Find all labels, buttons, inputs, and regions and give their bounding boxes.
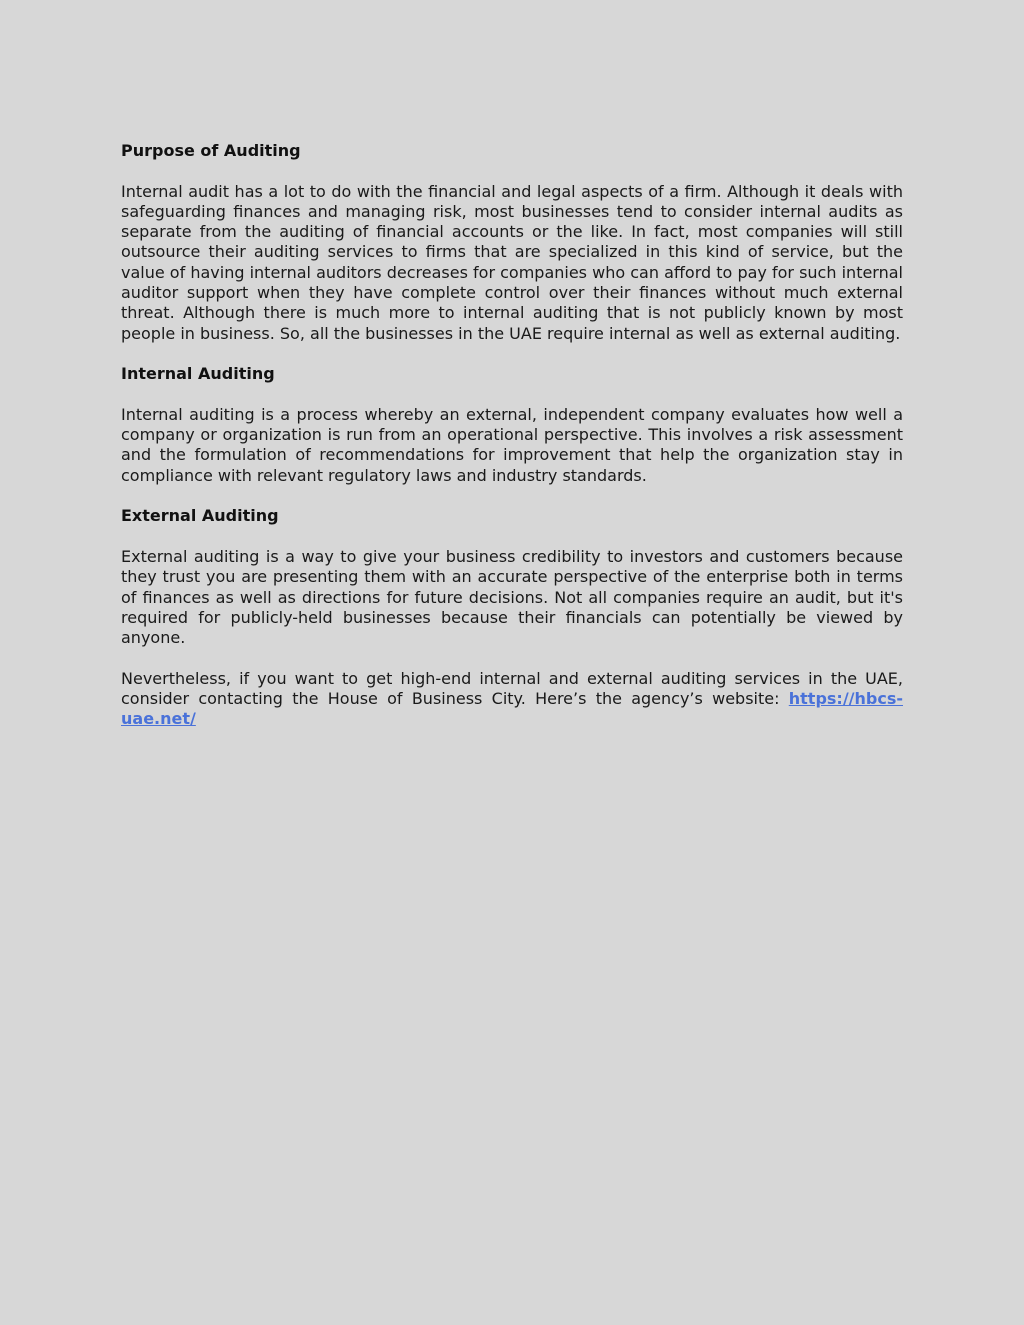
section-body-internal-auditing: Internal auditing is a process whereby an external, independent company evaluates how well a company or organization is run from an operational perspective. This involves a risk assessment and the formulation of recommendations for improvement that help the organization stay in compliance with relevant regulatory laws and industry standards. xyxy=(121,404,903,485)
closing-paragraph xyxy=(121,669,903,730)
section-heading-external-auditing: External Auditing xyxy=(121,506,279,526)
website-link[interactable]: https://hbcs-uae.net/ xyxy=(121,689,903,729)
section-heading-internal-auditing: Internal Auditing xyxy=(121,364,275,384)
section-body-external-auditing: External auditing is a way to give your business credibility to investors and customers because they trust you are presenting them with an accurate perspective of the enterprise both in terms of finances as well as directions for future decisions. Not all companies require an audit, but it's required for publicly-held businesses because their financials can potentially be viewed by anyone. xyxy=(121,546,903,648)
section-body-purpose-of-auditing: Internal audit has a lot to do with the financial and legal aspects of a firm. Although it deals with safeguarding finances and managing risk, most businesses tend to consider internal audits as separate from the auditing of financial accounts or the like. In fact, most companies will still outsource their auditing services to firms that are specialized in this kind of service, but the value of having internal auditors decreases for companies who can afford to pay for such internal auditor support when they have complete control over their finances without much external threat. Although there is much more to internal auditing that is not publicly known by most people in business. So, all the businesses in the UAE require internal as well as external auditing. xyxy=(121,181,903,343)
document-content xyxy=(121,141,903,750)
closing-text: Nevertheless, if you want to get high-end internal and external auditing services in the UAE, consider contacting the House of Business City. Here’s the agency’s website: xyxy=(121,668,903,709)
section-heading-purpose-of-auditing: Purpose of Auditing xyxy=(121,141,301,160)
